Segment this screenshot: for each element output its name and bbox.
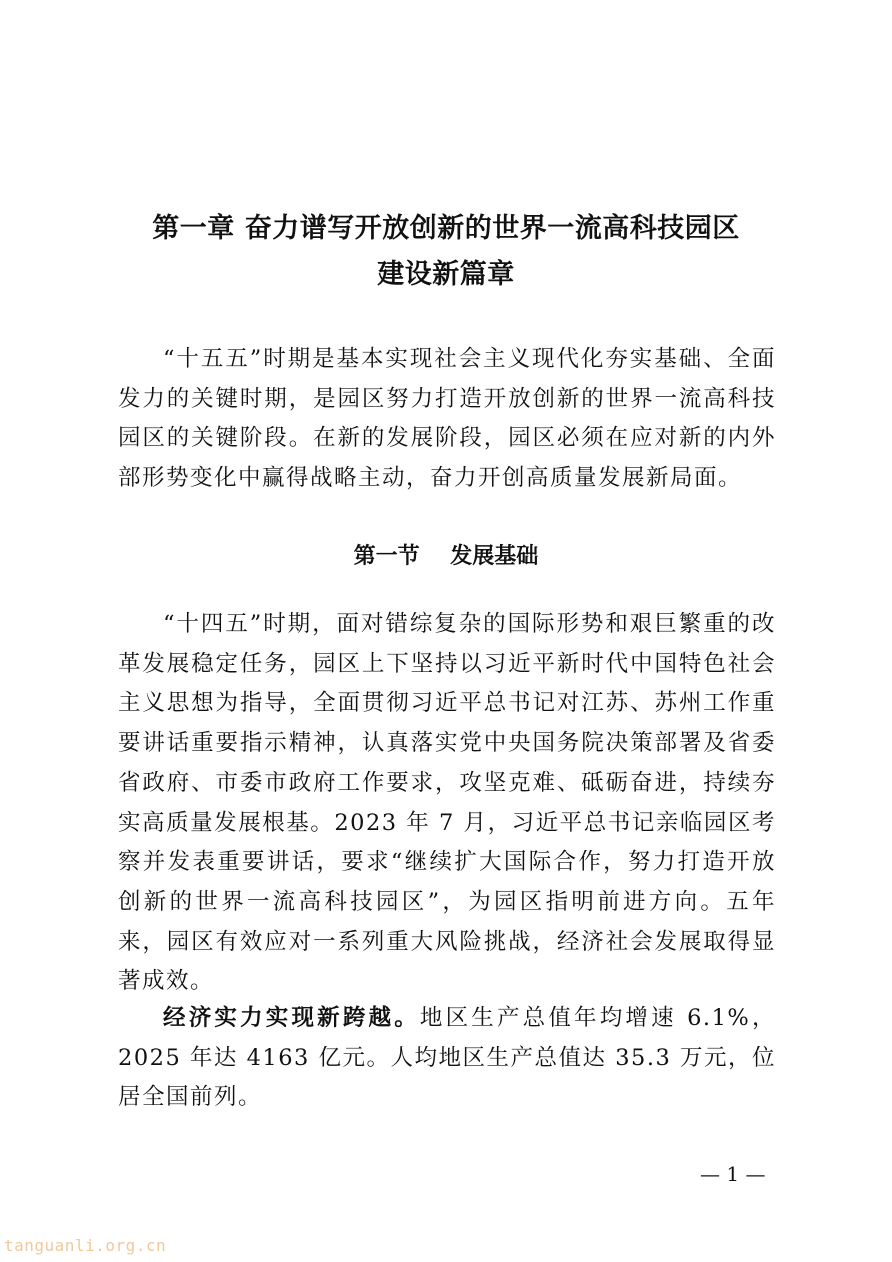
economy-paragraph-lead: 经济实力实现新跨越。 (163, 1005, 420, 1031)
intro-paragraph: “十五五”时期是基本实现社会主义现代化夯实基础、全面发力的关键时期，是园区努力打造开放创新的世界一流高科技园区的关键阶段。在新的发展阶段，园区必须在应对新的内外部形势变化中赢得战略主动，奋力开创高质量发展新局面。 (118, 346, 776, 492)
chapter-title (0, 206, 892, 298)
section-title: 第一节 发展基础 (353, 544, 539, 569)
chapter-title-line-2: 建设新篇章 (377, 259, 515, 290)
economy-paragraph (118, 999, 776, 1118)
development-basis-paragraph: “十四五”时期，面对错综复杂的国际形势和艰巨繁重的改革发展稳定任务，园区上下坚持以习近平新时代中国特色社会主义思想为指导，全面贯彻习近平总书记对江苏、苏州工作重要讲话重要指示精神，认真落实党中央国务院决策部署及省委省政府、市委市政府工作要求，攻坚克难、砥砺奋进，持续夯实高质量发展根基。2023 年 7 月，习近平总书记亲临园区考察并发表重要讲话，要求“继续扩大国际合作，努力打造开放创新的世界一流高科技园区”，为园区指明前进方向。五年来，园区有效应对一系列重大风险挑战，经济社会发展取得显著成效。 (118, 611, 776, 995)
page-number: — 1 — (700, 1162, 766, 1186)
chapter-title-line-1: 第一章 奋力谱写开放创新的世界一流高科技园区 (152, 213, 740, 244)
watermark: tanguanli.org.cn (4, 1236, 167, 1255)
economy-paragraph-body: 地区生产总值年均增速 6.1%，2025 年达 4163 亿元。人均地区生产总值达 35.3 万元，位居全国前列。 (118, 1005, 776, 1111)
